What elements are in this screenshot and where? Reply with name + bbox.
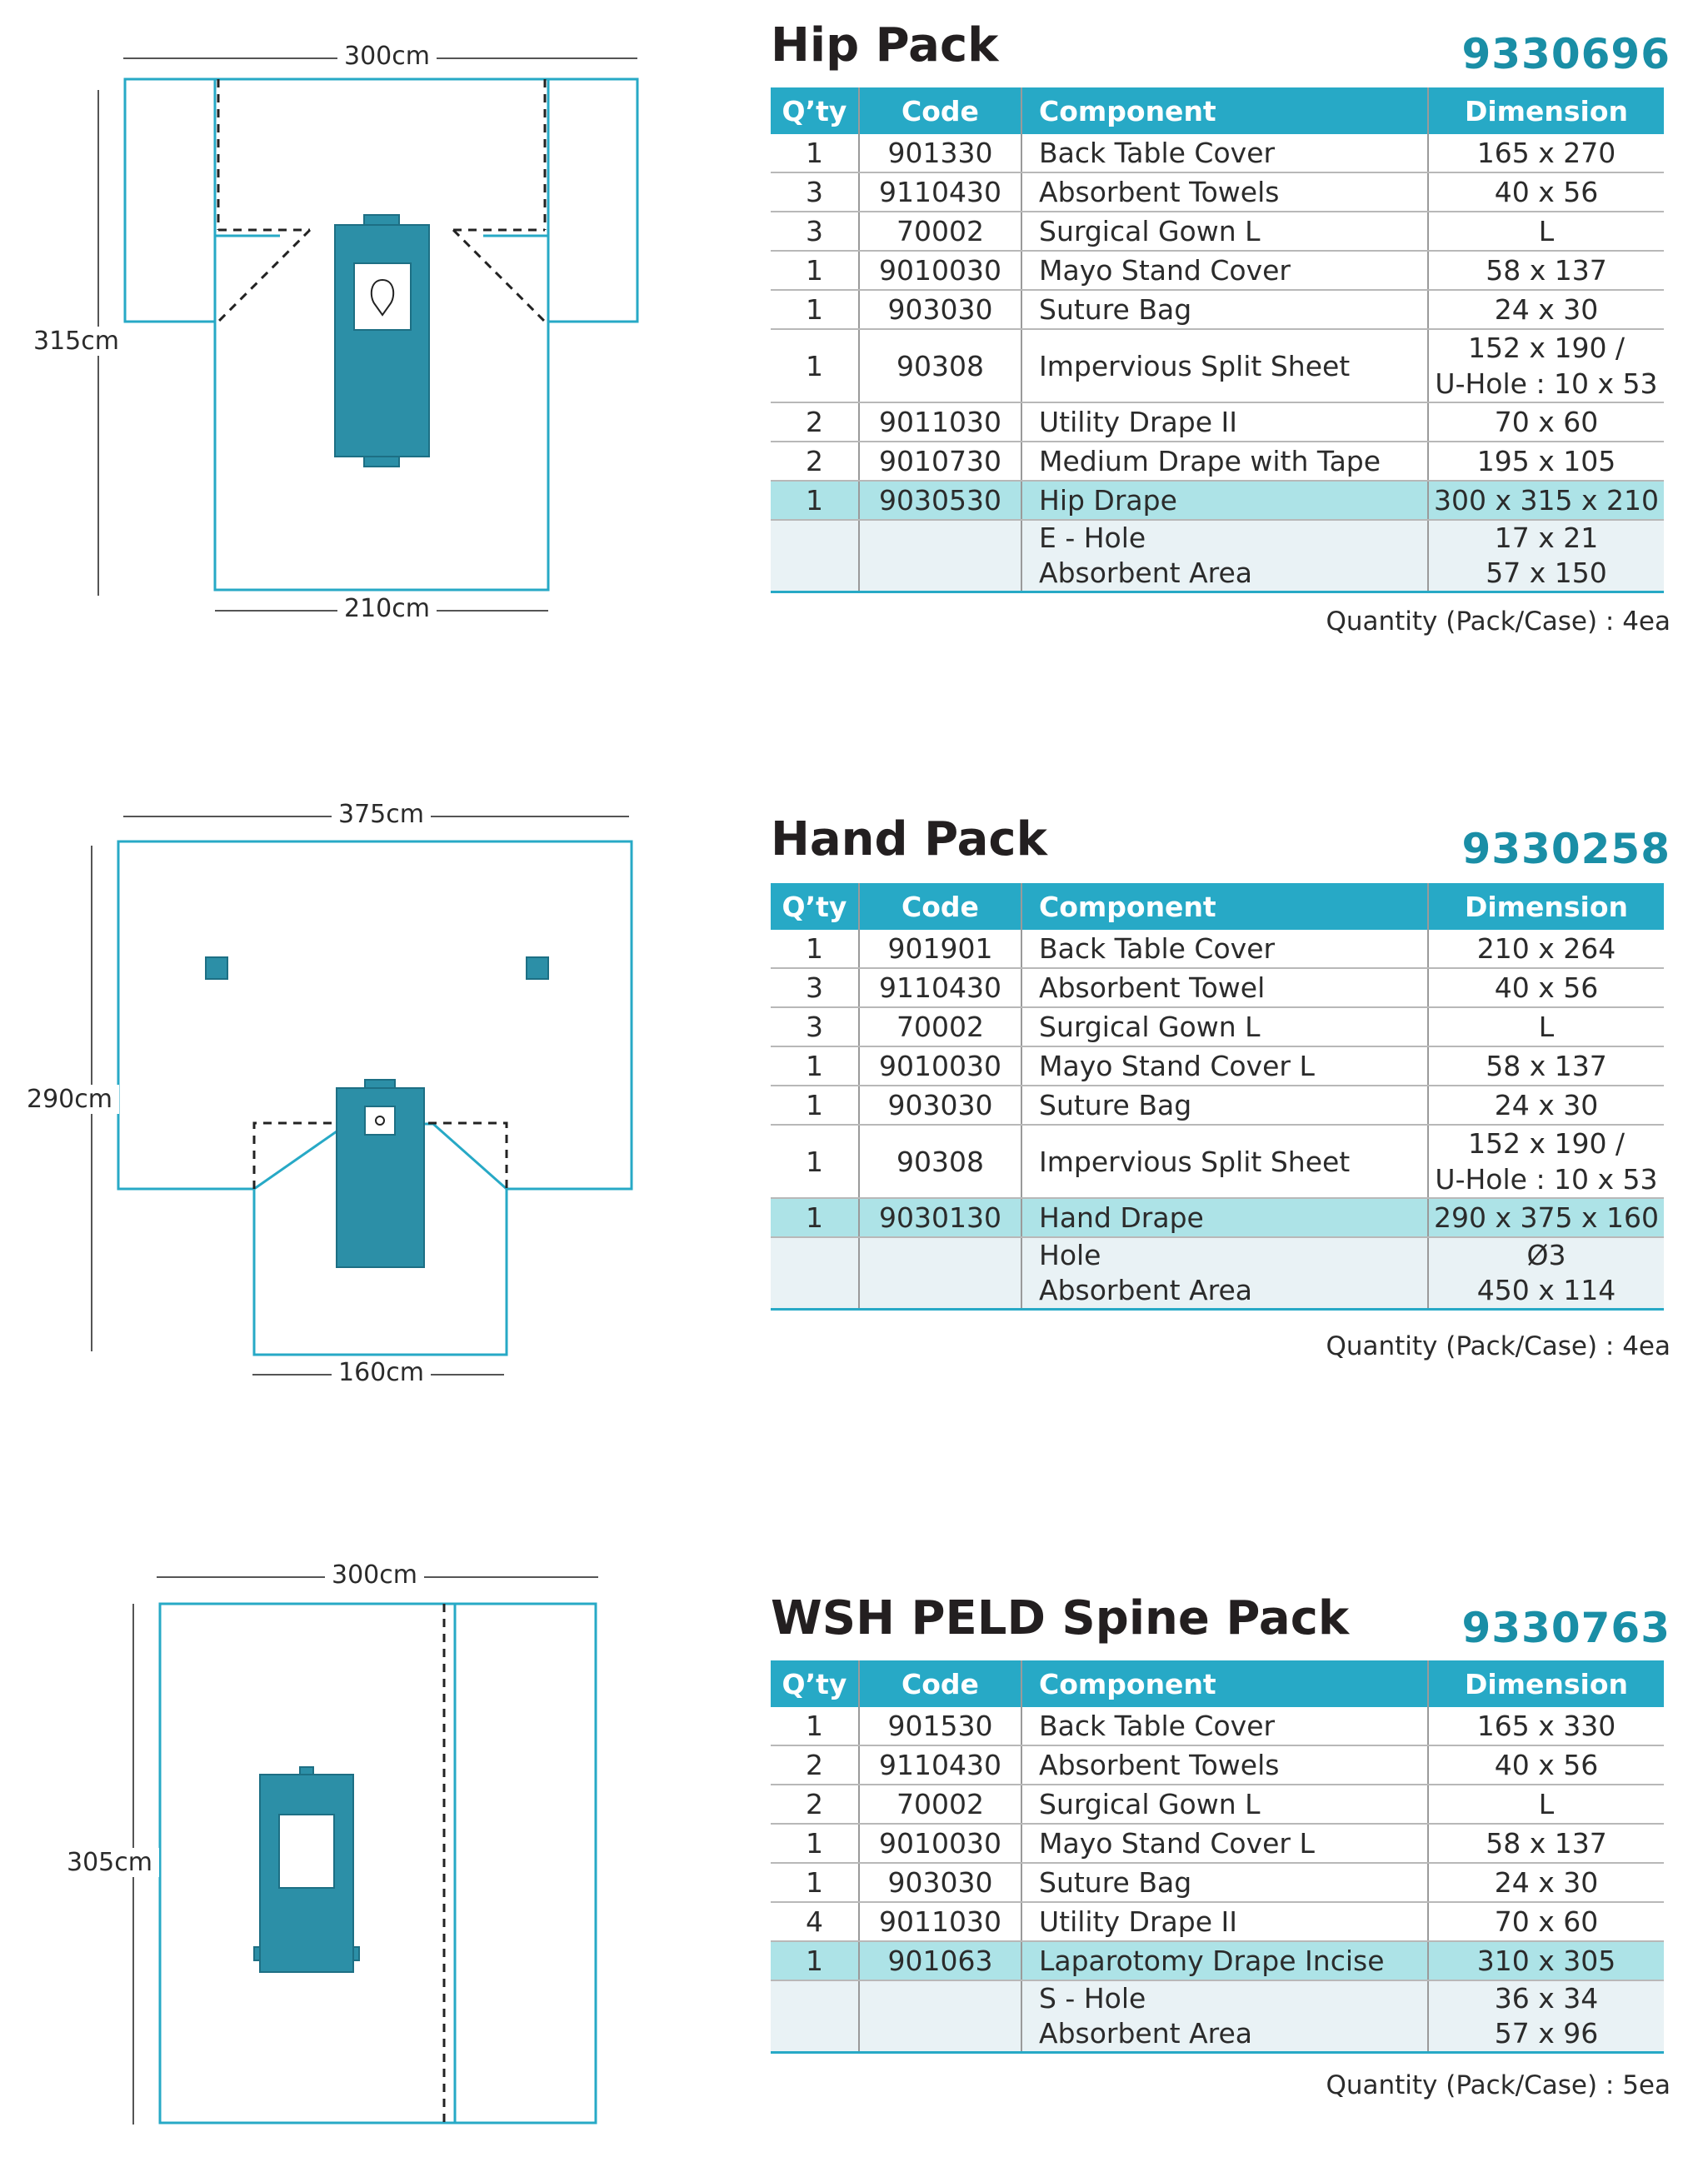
code-cell: 9010030 [859,1046,1021,1086]
component-header: Component [1021,87,1428,134]
component-cell: Back Table Cover [1021,1707,1428,1745]
dimension-cell: L [1428,212,1664,251]
quantity-note: Quantity (Pack/Case) : 5ea [1326,2070,1671,2100]
component-cell: Laparotomy Drape Incise [1021,1941,1428,1980]
table-row [771,212,1664,251]
highlight-row [771,481,1664,520]
component-cell: Suture Bag [1021,1863,1428,1902]
component-cell: Impervious Split Sheet [1021,1125,1428,1198]
highlight-row [771,1941,1664,1980]
dimension-cell: 210 x 264 [1428,930,1664,968]
table-row [771,1824,1664,1863]
component-cell: Utility Drape II [1021,1902,1428,1941]
dimension-cell: 165 x 330 [1428,1707,1664,1745]
table-row [771,1125,1664,1198]
code-cell: 9010030 [859,251,1021,290]
pack-title: WSH PELD Spine Pack [771,1591,1350,1645]
code-cell [859,1980,1021,2053]
component-table [771,1660,1664,2054]
dimension-cell: L [1428,1007,1664,1046]
component-cell: Mayo Stand Cover L [1021,1046,1428,1086]
code-cell: 9110430 [859,968,1021,1007]
dimension-cell: 165 x 270 [1428,134,1664,172]
component-cell: Absorbent Towels [1021,1745,1428,1785]
component-cell: Surgical Gown L [1021,212,1428,251]
table-row [771,1863,1664,1902]
code-cell: 9110430 [859,1745,1021,1785]
component-header: Component [1021,883,1428,930]
component-cell: Surgical Gown L [1021,1785,1428,1824]
code-cell: 9010730 [859,442,1021,481]
qty-cell: 1 [771,1863,859,1902]
code-cell: 903030 [859,290,1021,329]
component-cell: Suture Bag [1021,290,1428,329]
code-cell: 901901 [859,930,1021,968]
component-cell: Hand Drape [1021,1198,1428,1237]
dimension-cell: 300 x 315 x 210 [1428,481,1664,520]
bottom-width-label: 210cm [337,594,437,623]
height-label: 305cm [60,1848,159,1877]
component-cell: Impervious Split Sheet [1021,329,1428,402]
dimension-cell: 40 x 56 [1428,968,1664,1007]
qty-cell: 1 [771,134,859,172]
detail-row [771,520,1664,592]
component-cell: Hole Absorbent Area [1021,1237,1428,1310]
width-label: 300cm [337,42,437,71]
component-cell: Mayo Stand Cover L [1021,1824,1428,1863]
code-cell: 70002 [859,212,1021,251]
detail-row [771,1237,1664,1310]
table-row [771,930,1664,968]
qty-header: Q’ty [771,883,859,930]
quantity-note: Quantity (Pack/Case) : 4ea [1326,1331,1671,1361]
spine-drape-drawing [0,1529,717,2133]
height-label: 290cm [20,1085,119,1114]
dimension-cell: 58 x 137 [1428,251,1664,290]
qty-cell: 1 [771,481,859,520]
pack-title: Hip Pack [771,18,999,72]
code-header: Code [859,87,1021,134]
pack-code: 9330258 [1461,825,1671,873]
code-cell: 9110430 [859,172,1021,212]
table-row [771,134,1664,172]
qty-cell: 1 [771,251,859,290]
qty-cell [771,1980,859,2053]
pack-code: 9330763 [1461,1604,1671,1652]
dimension-cell: 70 x 60 [1428,1902,1664,1941]
qty-cell: 2 [771,442,859,481]
component-cell: Absorbent Towel [1021,968,1428,1007]
code-cell: 70002 [859,1785,1021,1824]
qty-cell [771,520,859,592]
dimension-header: Dimension [1428,1660,1664,1707]
component-cell: Suture Bag [1021,1086,1428,1125]
code-cell: 903030 [859,1863,1021,1902]
code-cell: 90308 [859,1125,1021,1198]
width-label: 300cm [325,1560,424,1590]
code-cell: 9011030 [859,1902,1021,1941]
qty-cell: 3 [771,212,859,251]
qty-cell: 3 [771,172,859,212]
component-cell: Hip Drape [1021,481,1428,520]
code-cell: 903030 [859,1086,1021,1125]
qty-cell: 3 [771,968,859,1007]
table-row [771,402,1664,442]
pack-title: Hand Pack [771,812,1047,866]
table-row [771,251,1664,290]
component-header: Component [1021,1660,1428,1707]
table-row [771,442,1664,481]
hip-drape-diagram [0,0,717,633]
component-cell: Utility Drape II [1021,402,1428,442]
dimension-header: Dimension [1428,883,1664,930]
hand-pack-section [0,783,1708,1450]
qty-cell: 1 [771,1046,859,1086]
dimension-cell: 195 x 105 [1428,442,1664,481]
qty-cell: 1 [771,290,859,329]
dimension-cell: 152 x 190 / U-Hole : 10 x 53 [1428,1125,1664,1198]
dimension-cell: 40 x 56 [1428,172,1664,212]
hip-pack-section [0,0,1708,692]
qty-cell: 1 [771,930,859,968]
qty-cell: 1 [771,1824,859,1863]
dimension-cell: 290 x 375 x 160 [1428,1198,1664,1237]
code-header: Code [859,883,1021,930]
spine-drape-diagram [0,1529,717,2162]
dimension-cell: 58 x 137 [1428,1046,1664,1086]
height-label: 315cm [27,327,126,356]
table-row [771,1785,1664,1824]
component-table [771,883,1664,1311]
table-row [771,1086,1664,1125]
table-header-row [771,1660,1664,1707]
qty-header: Q’ty [771,1660,859,1707]
dimension-cell: 310 x 305 [1428,1941,1664,1980]
qty-header: Q’ty [771,87,859,134]
width-label: 375cm [332,800,431,829]
dimension-cell: 24 x 30 [1428,1086,1664,1125]
code-cell [859,1237,1021,1310]
component-cell: Mayo Stand Cover [1021,251,1428,290]
highlight-row [771,1198,1664,1237]
table-header-row [771,883,1664,930]
qty-cell: 2 [771,1785,859,1824]
qty-cell: 2 [771,402,859,442]
pack-code: 9330696 [1461,30,1671,78]
code-cell [859,520,1021,592]
qty-cell: 1 [771,1198,859,1237]
component-cell: S - Hole Absorbent Area [1021,1980,1428,2053]
dimension-cell: 152 x 190 / U-Hole : 10 x 53 [1428,329,1664,402]
component-cell: Absorbent Towels [1021,172,1428,212]
component-table [771,87,1664,593]
detail-row [771,1980,1664,2053]
quantity-note: Quantity (Pack/Case) : 4ea [1326,607,1671,637]
qty-cell [771,1237,859,1310]
qty-cell: 1 [771,1086,859,1125]
qty-cell: 3 [771,1007,859,1046]
component-cell: Surgical Gown L [1021,1007,1428,1046]
dimension-cell: 36 x 34 57 x 96 [1428,1980,1664,2053]
hand-drape-diagram [0,783,717,1416]
component-cell: Back Table Cover [1021,134,1428,172]
table-row [771,172,1664,212]
table-row [771,1046,1664,1086]
dimension-cell: 17 x 21 57 x 150 [1428,520,1664,592]
dimension-cell: 58 x 137 [1428,1824,1664,1863]
code-cell: 9030130 [859,1198,1021,1237]
hip-drape-drawing [0,0,717,633]
dimension-cell: 70 x 60 [1428,402,1664,442]
code-cell: 901063 [859,1941,1021,1980]
qty-cell: 1 [771,1707,859,1745]
table-row [771,1707,1664,1745]
table-row [771,290,1664,329]
table-row [771,329,1664,402]
code-cell: 9011030 [859,402,1021,442]
dimension-cell: 24 x 30 [1428,290,1664,329]
component-cell: Medium Drape with Tape [1021,442,1428,481]
table-row [771,1745,1664,1785]
qty-cell: 4 [771,1902,859,1941]
component-cell: Back Table Cover [1021,930,1428,968]
dimension-cell: 40 x 56 [1428,1745,1664,1785]
dimension-cell: 24 x 30 [1428,1863,1664,1902]
code-header: Code [859,1660,1021,1707]
code-cell: 901330 [859,134,1021,172]
qty-cell: 2 [771,1745,859,1785]
table-row [771,968,1664,1007]
table-row [771,1007,1664,1046]
qty-cell: 1 [771,329,859,402]
bottom-width-label: 160cm [332,1358,431,1387]
table-row [771,1902,1664,1941]
code-cell: 9010030 [859,1824,1021,1863]
spine-pack-section [0,1529,1708,2129]
code-cell: 9030530 [859,481,1021,520]
qty-cell: 1 [771,1941,859,1980]
code-cell: 901530 [859,1707,1021,1745]
dimension-cell: Ø3 450 x 114 [1428,1237,1664,1310]
code-cell: 90308 [859,329,1021,402]
dimension-cell: L [1428,1785,1664,1824]
component-cell: E - Hole Absorbent Area [1021,520,1428,592]
table-header-row [771,87,1664,134]
code-cell: 70002 [859,1007,1021,1046]
qty-cell: 1 [771,1125,859,1198]
dimension-header: Dimension [1428,87,1664,134]
